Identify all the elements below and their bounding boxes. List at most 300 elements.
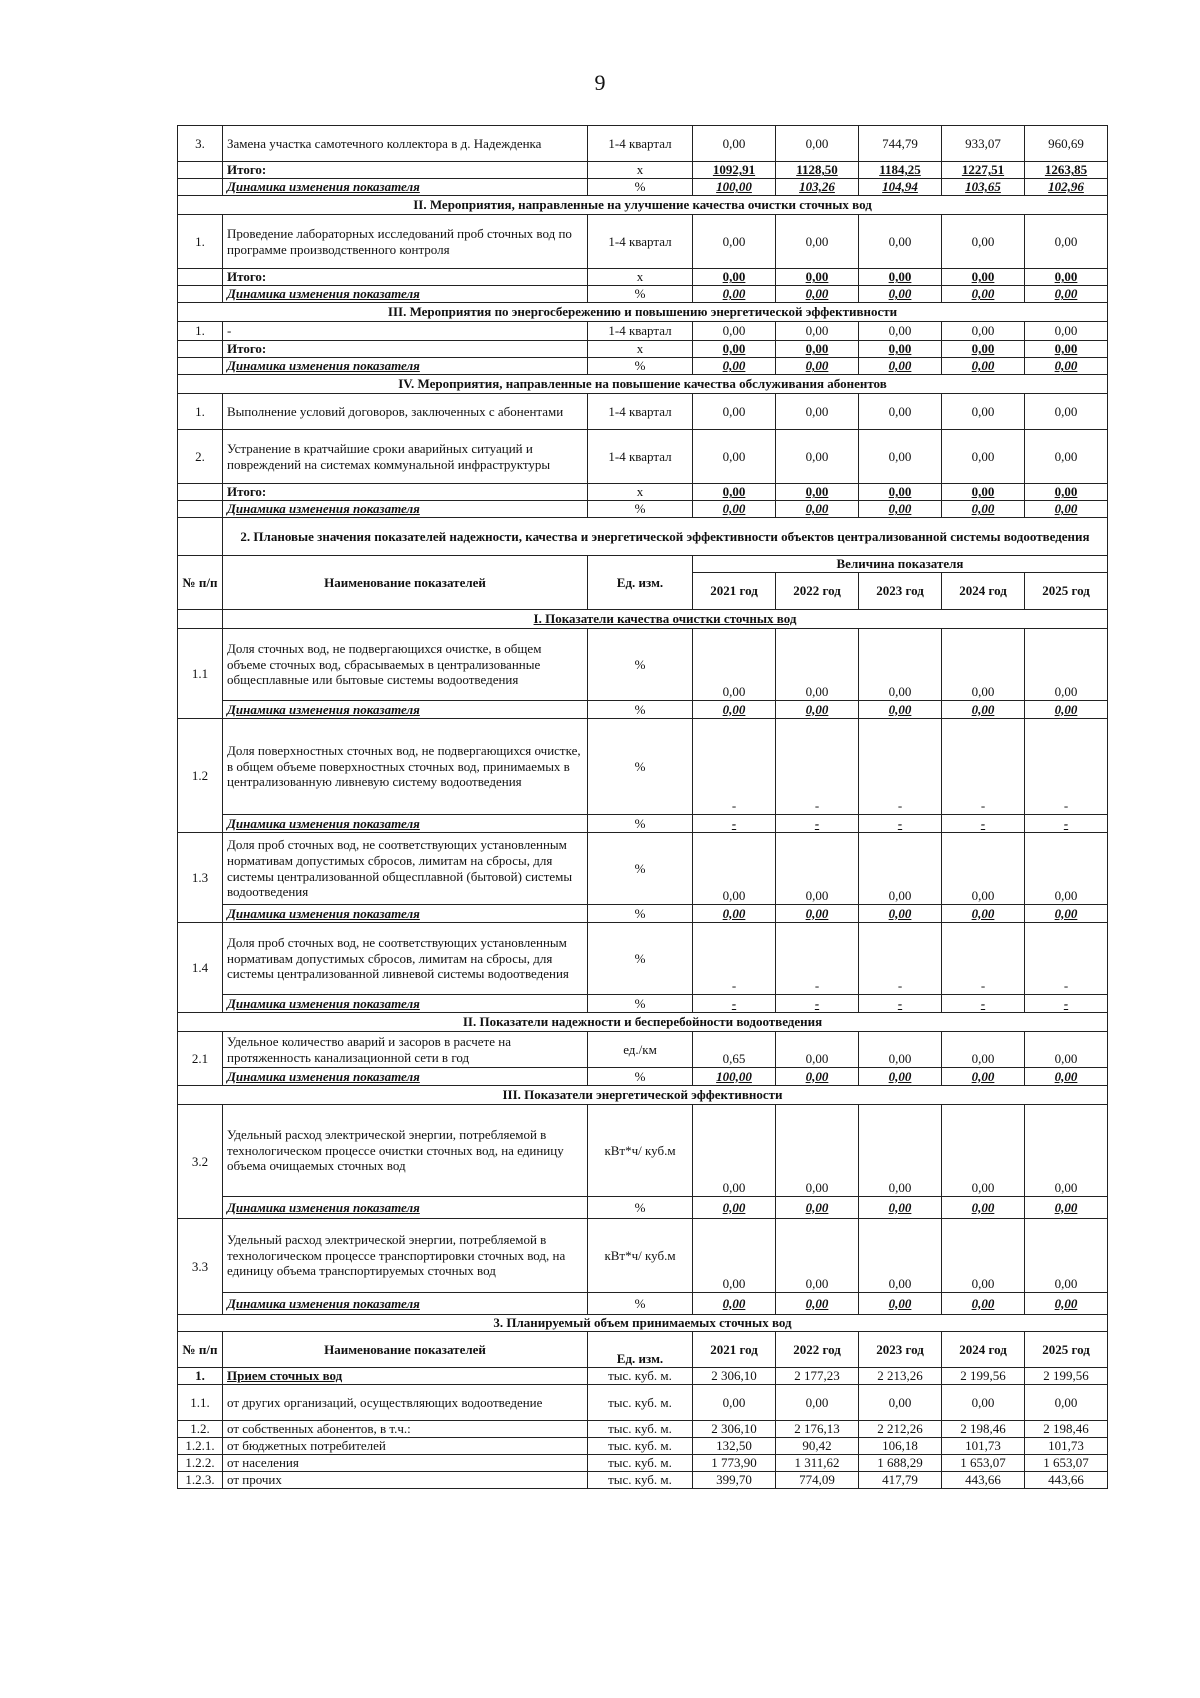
dynamics-value: 0,00 bbox=[1025, 1068, 1108, 1086]
dynamics-value: 0,00 bbox=[942, 1197, 1025, 1219]
row-number: 3. bbox=[178, 126, 223, 162]
total-value: 0,00 bbox=[1025, 341, 1108, 358]
table-row bbox=[178, 394, 1108, 430]
row-name: Выполнение условий договоров, заключенных с абонентами bbox=[223, 394, 588, 430]
dynamics-value: 0,00 bbox=[942, 1293, 1025, 1315]
section-title: III. Мероприятия по энергосбережению и повышению энергетической эффективности bbox=[178, 303, 1108, 322]
row-number: 1.1 bbox=[178, 629, 223, 719]
value-cell: 0,00 bbox=[859, 629, 942, 701]
table-row bbox=[178, 1197, 1108, 1219]
value-cell: 0,00 bbox=[693, 629, 776, 701]
value-cell: 90,42 bbox=[776, 1438, 859, 1455]
value-cell: - bbox=[693, 719, 776, 815]
total-value: 0,00 bbox=[1025, 269, 1108, 286]
total-value: 1128,50 bbox=[776, 162, 859, 179]
dynamics-value: 103,26 bbox=[776, 179, 859, 196]
row-number: 1. bbox=[178, 1368, 223, 1385]
row-name: Проведение лабораторных исследований проб сточных вод по программе производственного контроля bbox=[223, 215, 588, 269]
table-row bbox=[178, 179, 1108, 196]
value-cell: 0,00 bbox=[693, 394, 776, 430]
indicator-name: Удельный расход электрической энергии, потребляемой в технологическом процессе очистки сточных вод, на единицу объема очищаемых сточных вод bbox=[223, 1105, 588, 1197]
value-cell: 2 213,26 bbox=[859, 1368, 942, 1385]
value-cell: - bbox=[859, 923, 942, 995]
table-row bbox=[178, 1032, 1108, 1068]
total-value: 0,00 bbox=[776, 341, 859, 358]
dynamics-unit: % bbox=[588, 286, 693, 303]
indicator-unit: кВт*ч/ куб.м bbox=[588, 1219, 693, 1293]
table-row bbox=[178, 556, 1108, 573]
value-cell: 2 198,46 bbox=[1025, 1421, 1108, 1438]
value-cell: 0,00 bbox=[776, 1105, 859, 1197]
table-row bbox=[178, 1068, 1108, 1086]
table-row bbox=[178, 215, 1108, 269]
table-row bbox=[178, 126, 1108, 162]
value-cell: 0,00 bbox=[1025, 833, 1108, 905]
total-value: 0,00 bbox=[942, 269, 1025, 286]
dynamics-value: 0,00 bbox=[776, 358, 859, 375]
value-cell: 2 212,26 bbox=[859, 1421, 942, 1438]
total-unit: х bbox=[588, 162, 693, 179]
value-cell: 0,00 bbox=[693, 1385, 776, 1421]
value-cell: 443,66 bbox=[942, 1472, 1025, 1489]
dynamics-value: 0,00 bbox=[942, 286, 1025, 303]
table-row bbox=[178, 341, 1108, 358]
table-row bbox=[178, 1105, 1108, 1197]
dynamics-value: 0,00 bbox=[693, 501, 776, 518]
value-cell: 0,00 bbox=[942, 1105, 1025, 1197]
dynamics-value: 0,00 bbox=[1025, 501, 1108, 518]
table-row bbox=[178, 1438, 1108, 1455]
dynamics-label: Динамика изменения показателя bbox=[223, 701, 588, 719]
section-title: II. Мероприятия, направленные на улучшение качества очистки сточных вод bbox=[178, 196, 1108, 215]
value-cell: 2 306,10 bbox=[693, 1368, 776, 1385]
indicator-unit: % bbox=[588, 923, 693, 995]
row-name: от бюджетных потребителей bbox=[223, 1438, 588, 1455]
total-value: 1092,91 bbox=[693, 162, 776, 179]
total-unit: х bbox=[588, 341, 693, 358]
header-num: № п/п bbox=[178, 556, 223, 610]
empty-cell bbox=[178, 501, 223, 518]
indicator-unit: % bbox=[588, 629, 693, 701]
dynamics-value: 0,00 bbox=[942, 501, 1025, 518]
row-name: от собственных абонентов, в т.ч.: bbox=[223, 1421, 588, 1438]
value-cell: - bbox=[1025, 923, 1108, 995]
dynamics-value: - bbox=[859, 815, 942, 833]
value-cell: 0,00 bbox=[693, 1219, 776, 1293]
value-cell: - bbox=[942, 719, 1025, 815]
indicator-name: Удельное количество аварий и засоров в расчете на протяженность канализационной сети в год bbox=[223, 1032, 588, 1068]
row-unit: тыс. куб. м. bbox=[588, 1385, 693, 1421]
dynamics-value: - bbox=[693, 995, 776, 1013]
dynamics-label: Динамика изменения показателя bbox=[223, 501, 588, 518]
value-cell: 0,00 bbox=[776, 833, 859, 905]
value-cell: 0,00 bbox=[776, 126, 859, 162]
table-row bbox=[178, 701, 1108, 719]
dynamics-label: Динамика изменения показателя bbox=[223, 358, 588, 375]
row-unit: тыс. куб. м. bbox=[588, 1455, 693, 1472]
dynamics-value: 0,00 bbox=[776, 501, 859, 518]
value-cell: 0,00 bbox=[859, 1105, 942, 1197]
dynamics-value: 0,00 bbox=[693, 1197, 776, 1219]
total-value: 0,00 bbox=[693, 269, 776, 286]
total-label: Итого: bbox=[223, 269, 588, 286]
table-row bbox=[178, 923, 1108, 995]
value-cell: 0,00 bbox=[693, 430, 776, 484]
value-cell: 0,00 bbox=[942, 1219, 1025, 1293]
table-row bbox=[178, 1368, 1108, 1385]
value-cell: 0,00 bbox=[859, 833, 942, 905]
dynamics-unit: % bbox=[588, 1293, 693, 1315]
dynamics-label: Динамика изменения показателя bbox=[223, 905, 588, 923]
value-cell: 0,00 bbox=[859, 215, 942, 269]
value-cell: 0,00 bbox=[1025, 394, 1108, 430]
header-name: Наименование показателей bbox=[223, 556, 588, 610]
table-row bbox=[178, 629, 1108, 701]
header-year: 2021 год bbox=[693, 573, 776, 610]
dynamics-value: 100,00 bbox=[693, 179, 776, 196]
table-row bbox=[178, 430, 1108, 484]
table-row bbox=[178, 1332, 1108, 1368]
dynamics-value: 0,00 bbox=[693, 358, 776, 375]
dynamics-value: 0,00 bbox=[693, 1293, 776, 1315]
value-cell: 0,00 bbox=[942, 629, 1025, 701]
empty-cell bbox=[178, 179, 223, 196]
header-year: 2025 год bbox=[1025, 1332, 1108, 1368]
row-number: 1.2 bbox=[178, 719, 223, 833]
indicator-name: Доля сточных вод, не подвергающихся очистке, в общем объеме сточных вод, сбрасываемых в централизованные общесплавные или бытовые системы водоотведения bbox=[223, 629, 588, 701]
value-cell: 2 199,56 bbox=[1025, 1368, 1108, 1385]
row-period: 1-4 квартал bbox=[588, 215, 693, 269]
row-unit: тыс. куб. м. bbox=[588, 1438, 693, 1455]
dynamics-unit: % bbox=[588, 358, 693, 375]
value-cell: 1 688,29 bbox=[859, 1455, 942, 1472]
value-cell: - bbox=[693, 923, 776, 995]
dynamics-label: Динамика изменения показателя bbox=[223, 179, 588, 196]
row-number: 1.2.1. bbox=[178, 1438, 223, 1455]
dynamics-value: - bbox=[1025, 815, 1108, 833]
value-cell: 2 199,56 bbox=[942, 1368, 1025, 1385]
dynamics-value: 0,00 bbox=[776, 701, 859, 719]
row-number: 1.3 bbox=[178, 833, 223, 923]
table-row bbox=[178, 196, 1108, 215]
indicator-name: Доля проб сточных вод, не соответствующих установленным нормативам допустимых сбросов, лимитам на сбросы, для системы централизованной ливневой системы водоотведения bbox=[223, 923, 588, 995]
section-title: III. Показатели энергетической эффективности bbox=[178, 1086, 1108, 1105]
value-cell: 0,00 bbox=[942, 322, 1025, 341]
table-row bbox=[178, 162, 1108, 179]
table-row bbox=[178, 995, 1108, 1013]
value-cell: 0,00 bbox=[776, 1385, 859, 1421]
value-cell: 2 176,13 bbox=[776, 1421, 859, 1438]
value-cell: 2 306,10 bbox=[693, 1421, 776, 1438]
document-table bbox=[177, 125, 1108, 1489]
row-name: Прием сточных вод bbox=[223, 1368, 588, 1385]
value-cell: 0,00 bbox=[1025, 430, 1108, 484]
dynamics-label: Динамика изменения показателя bbox=[223, 1197, 588, 1219]
value-cell: - bbox=[776, 719, 859, 815]
table-row bbox=[178, 1293, 1108, 1315]
total-value: 0,00 bbox=[942, 341, 1025, 358]
total-value: 1263,85 bbox=[1025, 162, 1108, 179]
dynamics-value: 0,00 bbox=[859, 1068, 942, 1086]
value-cell: 0,00 bbox=[859, 394, 942, 430]
empty-cell bbox=[178, 269, 223, 286]
total-value: 0,00 bbox=[776, 269, 859, 286]
value-cell: 0,00 bbox=[776, 215, 859, 269]
total-unit: х bbox=[588, 484, 693, 501]
value-cell: 0,00 bbox=[1025, 1385, 1108, 1421]
total-value: 1227,51 bbox=[942, 162, 1025, 179]
value-cell: - bbox=[776, 923, 859, 995]
indicator-name: Удельный расход электрической энергии, потребляемой в технологическом процессе транспортировки сточных вод, на единицу объема транспортируемых сточных вод bbox=[223, 1219, 588, 1293]
dynamics-unit: % bbox=[588, 701, 693, 719]
value-cell: 0,00 bbox=[776, 1032, 859, 1068]
value-cell: 101,73 bbox=[1025, 1438, 1108, 1455]
table-row bbox=[178, 322, 1108, 341]
dynamics-label: Динамика изменения показателя bbox=[223, 1293, 588, 1315]
header-year: 2023 год bbox=[859, 573, 942, 610]
table-row bbox=[178, 484, 1108, 501]
table-row bbox=[178, 610, 1108, 629]
total-label: Итого: bbox=[223, 341, 588, 358]
table-row bbox=[178, 375, 1108, 394]
value-cell: 0,00 bbox=[693, 833, 776, 905]
dynamics-value: 0,00 bbox=[942, 1068, 1025, 1086]
dynamics-unit: % bbox=[588, 995, 693, 1013]
dynamics-value: 0,00 bbox=[1025, 358, 1108, 375]
row-name: Устранение в кратчайшие сроки аварийных ситуаций и повреждений на системах коммунальной инфраструктуры bbox=[223, 430, 588, 484]
dynamics-value: 0,00 bbox=[693, 701, 776, 719]
page-number: 9 bbox=[594, 70, 606, 95]
dynamics-value: 0,00 bbox=[776, 286, 859, 303]
value-cell: 0,00 bbox=[1025, 1032, 1108, 1068]
table-row bbox=[178, 358, 1108, 375]
empty-cell bbox=[178, 518, 223, 556]
value-cell: 0,00 bbox=[1025, 1219, 1108, 1293]
table-row bbox=[178, 1472, 1108, 1489]
row-number: 1.2.3. bbox=[178, 1472, 223, 1489]
row-period: 1-4 квартал bbox=[588, 430, 693, 484]
row-number: 1. bbox=[178, 394, 223, 430]
empty-cell bbox=[178, 484, 223, 501]
section-title: II. Показатели надежности и бесперебойности водоотведения bbox=[178, 1013, 1108, 1032]
indicator-unit: % bbox=[588, 719, 693, 815]
value-cell: 0,00 bbox=[859, 1219, 942, 1293]
value-cell: 744,79 bbox=[859, 126, 942, 162]
value-cell: 0,00 bbox=[776, 394, 859, 430]
value-cell: 2 198,46 bbox=[942, 1421, 1025, 1438]
row-period: 1-4 квартал bbox=[588, 126, 693, 162]
dynamics-value: 0,00 bbox=[942, 905, 1025, 923]
header-name: Наименование показателей bbox=[223, 1332, 588, 1368]
value-cell: 0,00 bbox=[942, 215, 1025, 269]
total-value: 0,00 bbox=[942, 484, 1025, 501]
value-cell: 0,00 bbox=[1025, 322, 1108, 341]
value-cell: 0,00 bbox=[942, 394, 1025, 430]
value-cell: 1 311,62 bbox=[776, 1455, 859, 1472]
total-value: 0,00 bbox=[859, 484, 942, 501]
indicator-name: Доля поверхностных сточных вод, не подвергающихся очистке, в общем объеме поверхностных сточных вод, принимаемых в централизованную ливневую систему водоотведения bbox=[223, 719, 588, 815]
header-year: 2023 год bbox=[859, 1332, 942, 1368]
dynamics-label: Динамика изменения показателя bbox=[223, 815, 588, 833]
value-cell: 0,00 bbox=[693, 126, 776, 162]
value-cell: 399,70 bbox=[693, 1472, 776, 1489]
table-row bbox=[178, 1455, 1108, 1472]
value-cell: 0,00 bbox=[859, 1032, 942, 1068]
table-row bbox=[178, 303, 1108, 322]
row-name: Замена участка самотечного коллектора в д. Надежденка bbox=[223, 126, 588, 162]
header-year: 2022 год bbox=[776, 1332, 859, 1368]
row-period: 1-4 квартал bbox=[588, 322, 693, 341]
dynamics-value: 0,00 bbox=[776, 1197, 859, 1219]
total-label: Итого: bbox=[223, 484, 588, 501]
value-cell: 0,00 bbox=[1025, 629, 1108, 701]
part-title: 2. Плановые значения показателей надежности, качества и энергетической эффективности объектов централизованной системы водоотведения bbox=[223, 518, 1108, 556]
value-cell: 106,18 bbox=[859, 1438, 942, 1455]
value-cell: 0,00 bbox=[859, 1385, 942, 1421]
table-row bbox=[178, 905, 1108, 923]
row-name: - bbox=[223, 322, 588, 341]
header-year: 2025 год bbox=[1025, 573, 1108, 610]
dynamics-unit: % bbox=[588, 1197, 693, 1219]
dynamics-value: 102,96 bbox=[1025, 179, 1108, 196]
dynamics-unit: % bbox=[588, 501, 693, 518]
dynamics-value: - bbox=[942, 995, 1025, 1013]
value-cell: 0,00 bbox=[776, 430, 859, 484]
table-row bbox=[178, 1421, 1108, 1438]
dynamics-unit: % bbox=[588, 905, 693, 923]
dynamics-value: 0,00 bbox=[942, 358, 1025, 375]
indicator-unit: кВт*ч/ куб.м bbox=[588, 1105, 693, 1197]
dynamics-unit: % bbox=[588, 815, 693, 833]
dynamics-value: 103,65 bbox=[942, 179, 1025, 196]
table-row bbox=[178, 269, 1108, 286]
total-value: 0,00 bbox=[776, 484, 859, 501]
table-row bbox=[178, 1315, 1108, 1332]
dynamics-value: 0,00 bbox=[693, 905, 776, 923]
total-value: 0,00 bbox=[1025, 484, 1108, 501]
value-cell: 0,00 bbox=[1025, 1105, 1108, 1197]
row-number: 1. bbox=[178, 215, 223, 269]
dynamics-value: 0,00 bbox=[776, 905, 859, 923]
total-unit: х bbox=[588, 269, 693, 286]
table-row bbox=[178, 501, 1108, 518]
table-row bbox=[178, 833, 1108, 905]
value-cell: 0,00 bbox=[693, 1105, 776, 1197]
header-year: 2024 год bbox=[942, 573, 1025, 610]
empty-cell bbox=[178, 610, 223, 629]
dynamics-value: - bbox=[693, 815, 776, 833]
table-row bbox=[178, 815, 1108, 833]
value-cell: 774,09 bbox=[776, 1472, 859, 1489]
value-cell: 0,00 bbox=[859, 322, 942, 341]
total-label: Итого: bbox=[223, 162, 588, 179]
table-row bbox=[178, 719, 1108, 815]
dynamics-value: 0,00 bbox=[1025, 701, 1108, 719]
table-row bbox=[178, 518, 1108, 556]
row-unit: тыс. куб. м. bbox=[588, 1472, 693, 1489]
dynamics-label: Динамика изменения показателя bbox=[223, 995, 588, 1013]
value-cell: 0,00 bbox=[693, 322, 776, 341]
value-cell: 0,00 bbox=[693, 215, 776, 269]
value-cell: 0,00 bbox=[859, 430, 942, 484]
value-cell: 2 177,23 bbox=[776, 1368, 859, 1385]
total-value: 1184,25 bbox=[859, 162, 942, 179]
empty-cell bbox=[178, 358, 223, 375]
dynamics-value: 0,00 bbox=[1025, 1293, 1108, 1315]
header-year: 2024 год bbox=[942, 1332, 1025, 1368]
value-cell: 0,00 bbox=[1025, 215, 1108, 269]
header-unit: Ед. изм. bbox=[588, 1332, 693, 1368]
value-cell: - bbox=[859, 719, 942, 815]
indicator-unit: ед./км bbox=[588, 1032, 693, 1068]
row-name: от других организаций, осуществляющих водоотведение bbox=[223, 1385, 588, 1421]
dynamics-value: 0,00 bbox=[859, 358, 942, 375]
total-value: 0,00 bbox=[693, 341, 776, 358]
value-cell: - bbox=[1025, 719, 1108, 815]
dynamics-value: - bbox=[942, 815, 1025, 833]
row-number: 3.2 bbox=[178, 1105, 223, 1219]
dynamics-value: 104,94 bbox=[859, 179, 942, 196]
total-value: 0,00 bbox=[859, 269, 942, 286]
dynamics-value: 0,00 bbox=[859, 701, 942, 719]
table-row bbox=[178, 1385, 1108, 1421]
empty-cell bbox=[178, 162, 223, 179]
dynamics-value: 0,00 bbox=[859, 1197, 942, 1219]
value-cell: 132,50 bbox=[693, 1438, 776, 1455]
dynamics-value: - bbox=[776, 995, 859, 1013]
row-name: от прочих bbox=[223, 1472, 588, 1489]
row-number: 2.1 bbox=[178, 1032, 223, 1086]
indicator-unit: % bbox=[588, 833, 693, 905]
dynamics-unit: % bbox=[588, 179, 693, 196]
header-year: 2021 год bbox=[693, 1332, 776, 1368]
row-number: 1.4 bbox=[178, 923, 223, 1013]
value-cell: 101,73 bbox=[942, 1438, 1025, 1455]
table-row bbox=[178, 1013, 1108, 1032]
dynamics-value: - bbox=[1025, 995, 1108, 1013]
dynamics-label: Динамика изменения показателя bbox=[223, 286, 588, 303]
dynamics-value: 0,00 bbox=[776, 1293, 859, 1315]
dynamics-label: Динамика изменения показателя bbox=[223, 1068, 588, 1086]
row-number: 2. bbox=[178, 430, 223, 484]
header-value: Величина показателя bbox=[693, 556, 1108, 573]
row-period: 1-4 квартал bbox=[588, 394, 693, 430]
dynamics-value: 0,00 bbox=[776, 1068, 859, 1086]
row-unit: тыс. куб. м. bbox=[588, 1368, 693, 1385]
row-number: 1.2.2. bbox=[178, 1455, 223, 1472]
total-value: 0,00 bbox=[693, 484, 776, 501]
value-cell: - bbox=[942, 923, 1025, 995]
table-row bbox=[178, 1086, 1108, 1105]
section-title: 3. Планируемый объем принимаемых сточных вод bbox=[178, 1315, 1108, 1332]
section-title: I. Показатели качества очистки сточных вод bbox=[223, 610, 1108, 629]
table-row bbox=[178, 286, 1108, 303]
header-year: 2022 год bbox=[776, 573, 859, 610]
dynamics-value: 0,00 bbox=[1025, 905, 1108, 923]
value-cell: 0,00 bbox=[942, 1032, 1025, 1068]
dynamics-value: 0,00 bbox=[1025, 1197, 1108, 1219]
value-cell: 933,07 bbox=[942, 126, 1025, 162]
value-cell: 0,00 bbox=[942, 430, 1025, 484]
dynamics-value: 100,00 bbox=[693, 1068, 776, 1086]
dynamics-value: 0,00 bbox=[859, 286, 942, 303]
dynamics-value: 0,00 bbox=[1025, 286, 1108, 303]
empty-cell bbox=[178, 286, 223, 303]
value-cell: 0,00 bbox=[942, 833, 1025, 905]
empty-cell bbox=[178, 341, 223, 358]
dynamics-value: 0,00 bbox=[859, 501, 942, 518]
value-cell: 443,66 bbox=[1025, 1472, 1108, 1489]
